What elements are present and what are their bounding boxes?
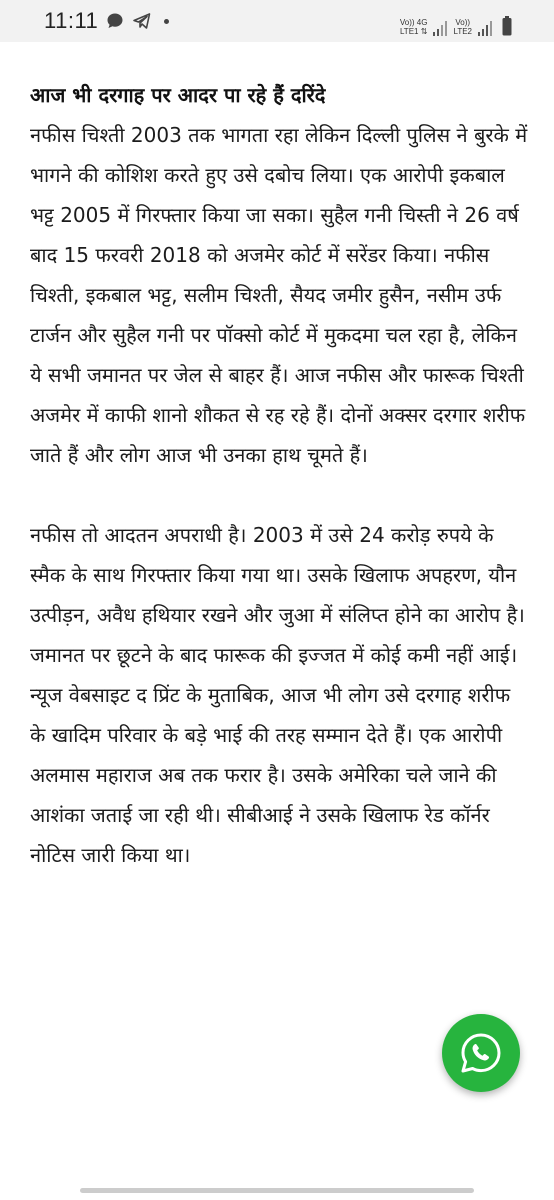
whatsapp-share-button[interactable]: [442, 1014, 520, 1092]
article-paragraph-1: नफीस चिश्ती 2003 तक भागता रहा लेकिन दिल्ली पुलिस ने बुरके में भागने की कोशिश करते हुए उसे दबोच लिया। एक आरोपी इकबाल भट्ट 2005 में गिरफ्तार किया जा सका। सुहैल गनी चिस्ती ने 26 वर्ष बाद 15 फरवरी 2018 को अजमेर कोर्ट में सरेंडर किया। नफीस चिश्ती, इकबाल भट्ट, सलीम चिश्ती, सैयद जमीर हुसैन, नसीम उर्फ टार्जन और सुहैल गनी पर पॉक्सो कोर्ट में मुकदमा चल रहा है, लेकिन ये सभी जमानत पर जेल से बाहर हैं। आज नफीस और फारूक चिश्ती अजमेर में काफी शानो शौकत से रह रहे हैं। दोनों अक्सर दरगार शरीफ जाते हैं और लोग आज भी उनका हाथ चूमते हैं।: [30, 123, 528, 467]
status-bar: [0, 0, 554, 42]
sim2-network-top: Vo)): [455, 18, 471, 27]
sim1-network-bottom: LTE1 ⇅: [399, 27, 428, 36]
signal-icon: [433, 20, 447, 36]
home-indicator[interactable]: [80, 1188, 474, 1193]
telegram-icon: [132, 11, 152, 31]
battery-icon: [502, 16, 512, 36]
dot-icon: [164, 19, 169, 24]
article-heading: आज भी दरगाह पर आदर पा रहे हैं दरिंदे: [30, 83, 326, 107]
system-icons: [400, 8, 512, 36]
article-body: [30, 75, 530, 875]
sim1-network-badge: [400, 18, 428, 36]
paragraph-spacer: [30, 475, 530, 515]
status-time: 11:11: [44, 8, 99, 33]
sim2-network-badge: [453, 18, 472, 36]
whatsapp-icon: [459, 1031, 503, 1075]
chat-bubble-icon: [106, 12, 124, 30]
notification-icons: [106, 9, 169, 33]
article-paragraph-2: नफीस तो आदतन अपराधी है। 2003 में उसे 24 करोड़ रुपये के स्मैक के साथ गिरफ्तार किया गया था। उसके खिलाफ अपहरण, यौन उत्पीड़न, अवैध हथियार रखने और जुआ में संलिप्त होने का आरोप है। जमानत पर छूटने के बाद फारूक की इज्जत में कोई कमी नहीं आई। न्यूज वेबसाइट द प्रिंट के मुताबिक, आज भी लोग उसे दरगाह शरीफ के खादिम परिवार के बड़े भाई की तरह सम्मान देते हैं। एक आरोपी अलमास महाराज अब तक फरार है। उसके अमेरिका चले जाने की आशंका जताई जा रही थी। सीबीआई ने उसके खिलाफ रेड कॉर्नर नोटिस जारी किया था।: [30, 523, 525, 867]
sim1-network-top: Vo)) 4G: [399, 18, 428, 27]
signal-icon-2: [478, 20, 492, 36]
sim2-network-bottom: LTE2: [453, 27, 472, 36]
